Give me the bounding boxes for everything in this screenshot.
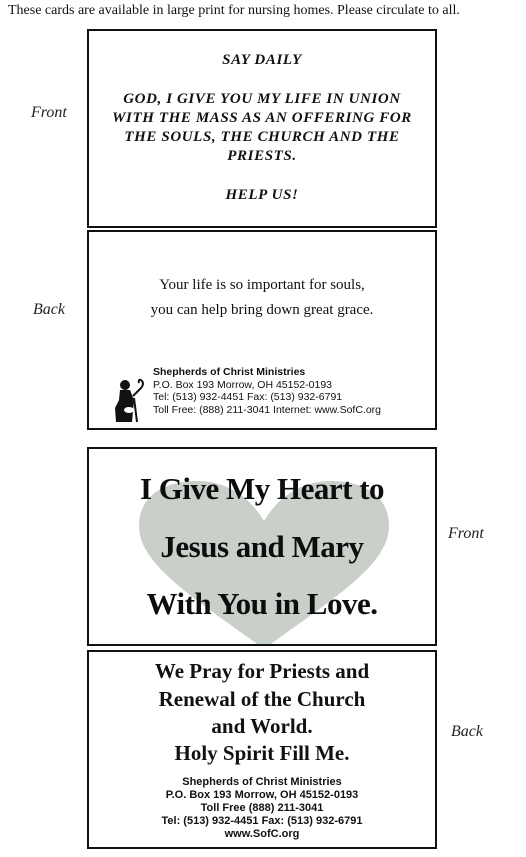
contact-tollfree: Toll Free (888) 211-3041 xyxy=(200,802,324,814)
message-line: Your life is so important for souls, xyxy=(159,277,365,293)
ministry-address: P.O. Box 193 Morrow, OH 45152-0193 xyxy=(153,378,332,391)
ministry-tollfree: Toll Free: (888) 211-3041 Internet: www.SofC.org xyxy=(153,403,382,416)
card-closing: HELP US! xyxy=(225,187,299,203)
prayer-card-front xyxy=(87,29,437,228)
prayer-intention-line: We Pray for Priests and xyxy=(154,659,370,683)
message-line: you can help bring down great grace. xyxy=(150,302,374,318)
ministry-contact xyxy=(153,366,433,416)
card-heading: SAY DAILY xyxy=(222,52,302,68)
prayer-intention-line: Renewal of the Church xyxy=(158,687,366,711)
card3-side-label: Front xyxy=(448,525,484,542)
heart-card-line: Jesus and Mary xyxy=(160,529,364,564)
contact-name: Shepherds of Christ Ministries xyxy=(182,776,342,788)
prayer-line: GOD, I GIVE YOU MY LIFE IN UNION xyxy=(123,91,401,107)
ministry-phone: Tel: (513) 932-4451 Fax: (513) 932-6791 xyxy=(153,391,343,403)
prayer-line: PRIESTS. xyxy=(227,148,297,164)
card1-side-label: Front xyxy=(31,104,67,121)
ministry-name: Shepherds of Christ Ministries xyxy=(153,366,306,378)
heart-card-front xyxy=(87,447,437,646)
prayer-intention-line: and World. xyxy=(211,714,313,738)
contact-address: P.O. Box 193 Morrow, OH 45152-0193 xyxy=(165,789,359,801)
intro-text: These cards are available in large print for nursing homes. Please circulate to all. xyxy=(8,3,460,18)
heart-card-back xyxy=(87,650,437,849)
prayer-line: THE SOULS, THE CHURCH AND THE xyxy=(124,129,400,145)
heart-card-line: I Give My Heart to xyxy=(139,471,385,506)
shepherd-logo-icon xyxy=(111,378,147,426)
contact-website: www.SofC.org xyxy=(224,828,300,840)
card4-side-label: Back xyxy=(451,723,483,740)
prayer-line: WITH THE MASS AS AN OFFERING FOR xyxy=(112,110,412,126)
card2-side-label: Back xyxy=(33,301,65,318)
prayer-card-back xyxy=(87,230,437,430)
contact-phone: Tel: (513) 932-4451 Fax: (513) 932-6791 xyxy=(161,815,363,827)
heart-card-line: With You in Love. xyxy=(146,586,378,621)
prayer-intention-line: Holy Spirit Fill Me. xyxy=(174,741,350,765)
